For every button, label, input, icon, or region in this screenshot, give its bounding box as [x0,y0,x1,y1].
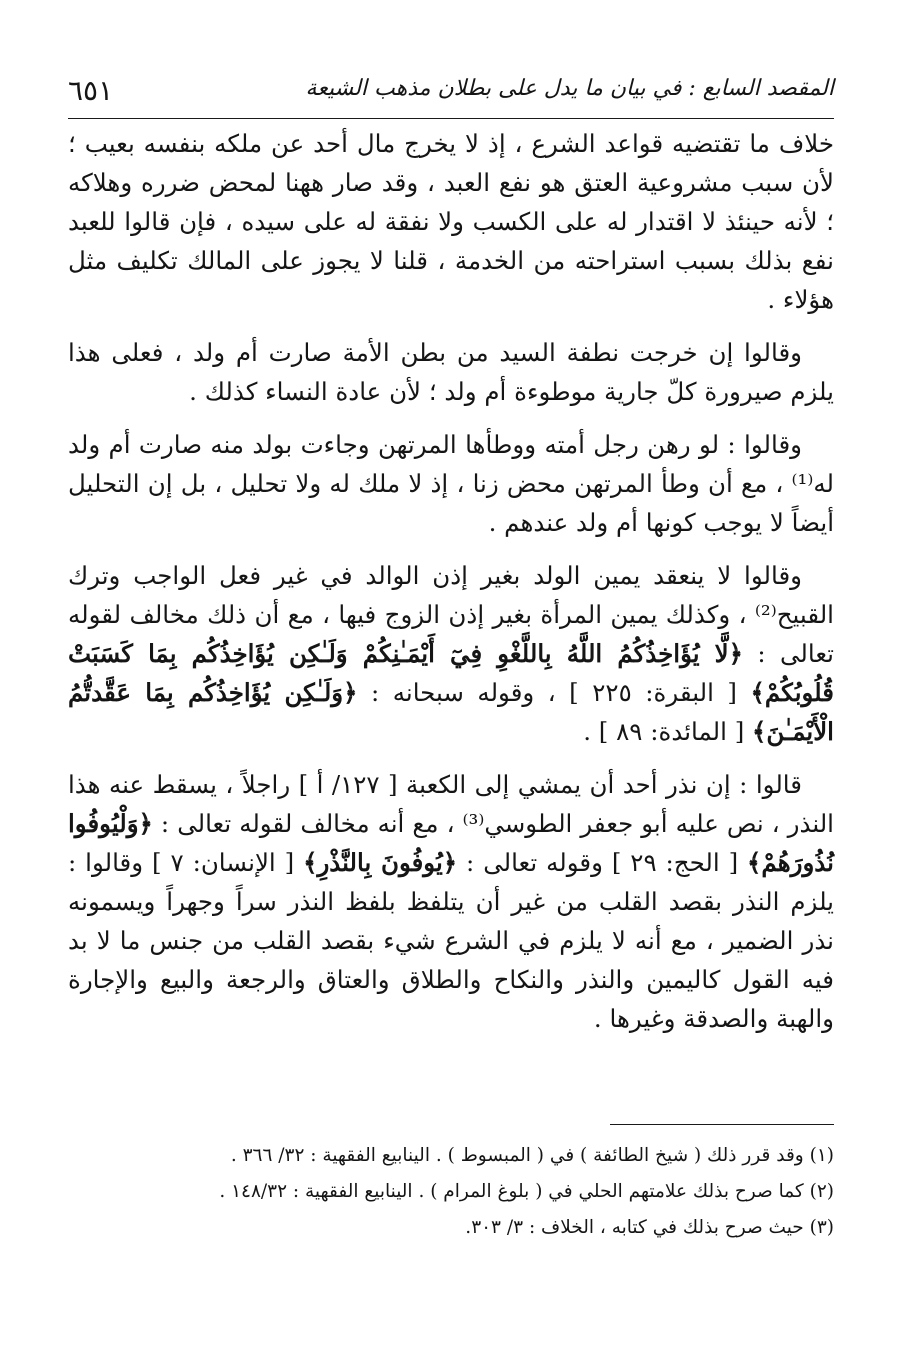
verse-citation: [ المائدة: ٨٩ ] . [583,717,753,746]
paragraph-4 [68,556,834,751]
quran-verse: ﴿وَلْيُوفُوا نُذُورَهُمْ﴾ [68,809,834,877]
paragraph-2: وقالوا إن خرجت نطفة السيد من بطن الأمة صارت أم ولد ، فعلى هذا يلزم صيرورة كلّ جارية موطوءة أم ولد ؛ لأن عادة النساء كذلك . [68,338,834,406]
body-text [68,124,834,1052]
paragraph-4-text-before: وقالوا لا ينعقد يمين الولد بغير إذن الوالد في غير فعل الواجب وترك القبيح⁽²⁾ ، وكذلك يمين المرأة بغير إذن الزوج فيها ، مع أن ذلك مخالف لقوله تعالى : [68,561,834,668]
footnote-2: (٢) كما صرح بذلك علامتهم الحلي في ( بلوغ المرام ) . الينابيع الفقهية : ١٤٨/٣٢ . [219,1181,834,1202]
paragraph-5 [68,765,834,1038]
paragraph-1: خلاف ما تقتضيه قواعد الشرع ، إذ لا يخرج مال أحد عن ملكه بنفسه بعيب ؛ لأن سبب مشروعية العتق هو نفع العبد ، وقد صار ههنا لمحض ضرره وهلاكه ؛ لأنه حينئذ لا اقتدار له على الكسب ولا نفقة له على سيده ، فإن قالوا للعبد نفع بذلك بسبب استراحته من الخدمة ، قلنا لا يجوز على المالك تكليف مثل هؤلاء . [68,129,834,314]
paragraph-5-text-before: قالوا : إن نذر أحد أن يمشي إلى الكعبة [ ١٢٧/ أ ] راجلاً ، يسقط عنه هذا النذر ، نص عليه أبو جعفر الطوسي⁽³⁾ ، مع أنه مخالف لقوله تعالى : [68,770,834,838]
quran-verse: ﴿لَّا يُؤَاخِذُكُمُ اللَّهُ بِاللَّغْوِ فِيٓ أَيْمَـٰنِكُمْ وَلَـٰكِن يُؤَاخِذُكُم بِمَا كَسَبَتْ قُلُوبُكُمْ﴾ [68,639,834,707]
page-header [68,72,834,124]
page-number: ٦٥١ [68,74,114,107]
footnote-1: (١) وقد قرر ذلك ( شيخ الطائفة ) في ( المبسوط ) . الينابيع الفقهية : ٣٢/ ٣٦٦ . [230,1145,834,1166]
paragraph-3: وقالوا : لو رهن رجل أمته ووطأها المرتهن وجاءت بولد منه صارت أم ولد له⁽¹⁾ ، مع أن وطأ المرتهن محض زنا ، إذ لا ملك له ولا تحليل ، بل إن التحليل أيضاً لا يوجب كونها أم ولد عندهم . [68,430,834,537]
verse-citation: [ الحج: ٢٩ ] وقوله تعالى : [457,848,748,877]
footnote-3: (٣) حيث صرح بذلك في كتابه ، الخلاف : ٣/ ٣٠٣. [465,1217,834,1238]
verse-citation: [ البقرة: ٢٢٥ ] ، وقوله سبحانه : [357,678,751,707]
footnote-separator [610,1124,834,1125]
quran-verse: ﴿وَلَـٰكِن يُؤَاخِذُكُم بِمَا عَقَّدتُّمُ الْأَيْمَـٰنَ﴾ [68,678,834,746]
header-rule [68,118,834,119]
footnotes [68,1138,834,1246]
paragraph-5-text-after: [ الإنسان: ٧ ] وقالوا : يلزم النذر بقصد القلب من غير أن يتلفظ بلفظ النذر سراً وجهراً ويسمونه نذر الضمير ، مع أنه لا يلزم في الشرع شيء بقصد القلب من جنس ما لا بد فيه القول كاليمين والنذر والنكاح والطلاق والعتاق والرجعة والبيع والإجارة والهبة والصدقة وغيرها . [68,848,834,1033]
running-title: المقصد السابع : في بيان ما يدل على بطلان مذهب الشيعة [305,76,834,101]
quran-verse: ﴿يُوفُونَ بِالنَّذْرِ﴾ [303,848,458,877]
